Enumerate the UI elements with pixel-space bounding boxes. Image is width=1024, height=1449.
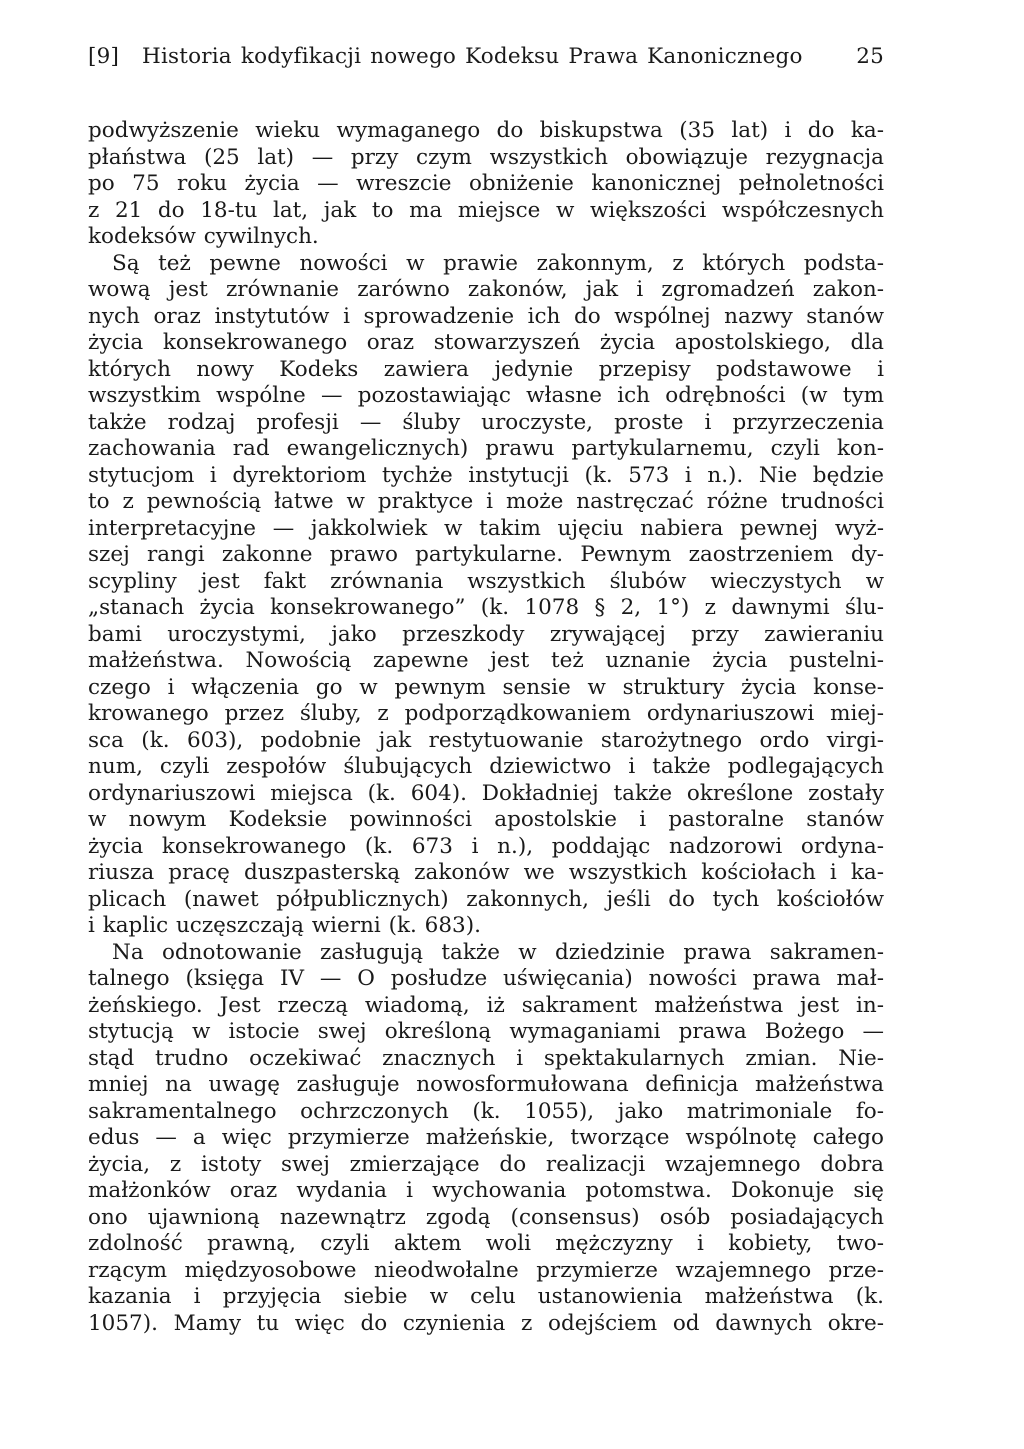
text-line: talnego (księga IV — O posłudze uświęcania) nowości prawa mał- [88, 966, 884, 991]
text-line: interpretacyjne — jakkolwiek w takim ujęciu nabiera pewnej wyż- [88, 515, 884, 541]
text-line: szej rangi zakonne prawo partykularne. Pewnym zaostrzeniem dy- [88, 542, 884, 567]
running-header [88, 44, 884, 80]
text-line: także rodzaj profesji — śluby uroczyste, proste i przyrzeczenia [88, 409, 884, 435]
text-line: rzącym międzyosobowe nieodwołalne przymierze wzajemnego prze- [88, 1257, 884, 1283]
text-line: edus — a więc przymierze małżeńskie, tworzące wspólnotę całego [88, 1125, 884, 1150]
text-line: bami uroczystymi, jako przeszkody zrywającej przy zawieraniu [88, 621, 884, 647]
text-line: zdolność prawną, czyli aktem woli mężczyzny i kobiety, two- [88, 1231, 884, 1256]
text-line: z 21 do 18-tu lat, jak to ma miejsce w większości współczesnych [88, 197, 884, 223]
section-mark: [9] [88, 44, 120, 69]
text-line: Na odnotowanie zasługują także w dziedzinie prawa sakramen- [112, 939, 884, 965]
text-line: Są też pewne nowości w prawie zakonnym, z których podsta- [112, 250, 884, 276]
text-line: w nowym Kodeksie powinności apostolskie i pastoralne stanów [88, 807, 884, 832]
text-line: życia konsekrowanego (k. 673 i n.), poddając nadzorowi ordyna- [88, 833, 884, 859]
text-line: kodeksów cywilnych. [88, 224, 319, 249]
text-line: małżonków oraz wydania i wychowania potomstwa. Dokonuje się [88, 1178, 884, 1203]
text-line: ono ujawnioną nazewnątrz zgodą (consensus) osób posiadających [88, 1204, 884, 1230]
text-line: krowanego przez śluby, z podporządkowaniem ordynariuszowi miej- [88, 701, 884, 726]
book-page [88, 44, 884, 1337]
running-title: Historia kodyfikacji nowego Kodeksu Prawa Kanonicznego [142, 44, 803, 69]
text-line: sakramentalnego ochrzczonych (k. 1055), jako matrimoniale fo- [88, 1098, 884, 1124]
text-line: płaństwa (25 lat) — przy czym wszystkich obowiązuje rezygnacja [88, 144, 884, 170]
text-line: podwyższenie wieku wymaganego do biskupstwa (35 lat) i do ka- [88, 118, 884, 143]
text-line: scypliny jest fakt zrównania wszystkich ślubów wieczystych w [88, 568, 884, 594]
text-line: i kaplic uczęszczają wierni (k. 683). [88, 913, 481, 938]
text-line: plicach (nawet półpublicznych) zakonnych, jeśli do tych kościołów [88, 886, 884, 912]
text-line: wową jest zrównanie zarówno zakonów, jak i zgromadzeń zakon- [88, 277, 884, 302]
text-line: zachowania rad ewangelicznych) prawu partykularnemu, czyli kon- [88, 436, 884, 461]
text-line: których nowy Kodeks zawiera jedynie przepisy podstawowe i [88, 356, 884, 382]
text-line: „stanach życia konsekrowanego” (k. 1078 § 2, 1°) z dawnymi ślu- [88, 595, 884, 620]
text-line: życia konsekrowanego oraz stowarzyszeń życia apostolskiego, dla [88, 330, 884, 355]
body-text [88, 118, 884, 1337]
text-line: stytucjom i dyrektoriom tychże instytucji (k. 573 i n.). Nie będzie [88, 462, 884, 488]
text-line: stąd trudno oczekiwać znacznych i spektakularnych zmian. Nie- [88, 1045, 884, 1071]
text-line: nych oraz instytutów i sprowadzenie ich do wspólnej nazwy stanów [88, 303, 884, 329]
page-number: 25 [856, 44, 884, 69]
text-line: 1057). Mamy tu więc do czynienia z odejściem od dawnych okre- [88, 1310, 884, 1336]
text-line: to z pewnością łatwe w praktyce i może nastręczać różne trudności [88, 489, 884, 514]
text-line: sca (k. 603), podobnie jak restytuowanie starożytnego ordo virgi- [88, 727, 884, 753]
text-line: po 75 roku życia — wreszcie obniżenie kanonicznej pełnoletności [88, 171, 884, 196]
text-line: ordynariuszowi miejsca (k. 604). Dokładniej także określone zostały [88, 780, 884, 806]
text-line: małżeństwa. Nowością zapewne jest też uznanie życia pustelni- [88, 648, 884, 673]
text-line: wszystkim wspólne — pozostawiając własne ich odrębności (w tym [88, 383, 884, 408]
text-line: riusza pracę duszpasterską zakonów we wszystkich kościołach i ka- [88, 860, 884, 885]
text-line: mniej na uwagę zasługuje nowosformułowana definicja małżeństwa [88, 1072, 884, 1097]
text-line: stytucją w istocie swej określoną wymaganiami prawa Bożego — [88, 1019, 884, 1044]
text-line: życia, z istoty swej zmierzające do realizacji wzajemnego dobra [88, 1151, 884, 1177]
text-line: czego i włączenia go w pewnym sensie w struktury życia konse- [88, 674, 884, 700]
text-line: żeńskiego. Jest rzeczą wiadomą, iż sakrament małżeństwa jest in- [88, 992, 884, 1018]
text-line: num, czyli zespołów ślubujących dziewictwo i także podlegających [88, 754, 884, 779]
text-line: kazania i przyjęcia siebie w celu ustanowienia małżeństwa (k. [88, 1284, 884, 1309]
